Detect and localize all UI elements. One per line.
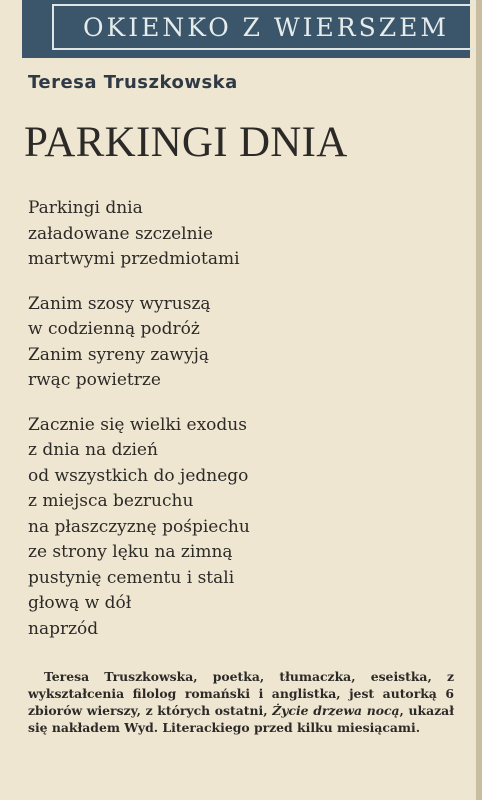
poem-line: Parkingi dnia [28,198,143,218]
stanza [28,292,448,394]
poem-line: na płaszczyznę pośpiechu [28,516,250,537]
poem-line: w codzienną podróż [28,319,200,339]
bio-text: Teresa Truszkowska, poetka, tłumaczka, eseistka, z wykształcenia filolog romański i anglistka, jest autorką 6 zbiorów wierszy, z których ostatni, [28,669,454,718]
poem-line: głową w dół [28,593,132,613]
poem-line: pustynię cementu i stali [28,567,235,588]
poem-line: z dnia na dzień [28,440,158,460]
book-title: Życie drzewa nocą [272,703,400,718]
stanza [28,196,448,273]
poem-body [28,196,448,661]
stanza [28,413,448,643]
poem-line: ze strony lęku na zimną [28,542,233,562]
poem-line: Zacznie się wielki exodus [28,414,247,435]
poem-line: Zanim syreny zawyją [28,344,209,365]
paper-edge [476,0,482,800]
author-name: Teresa Truszkowska [28,72,238,93]
column-header [22,0,470,58]
poem-line: z miejsca bezruchu [28,491,194,511]
poem-line: Zanim szosy wyruszą [28,293,211,314]
poem-line: rwąc powietrze [28,370,161,390]
bio-text-end: , ukazał się nakładem Wyd. Literackiego przed kilku miesiącami. [28,703,454,735]
poem-line: naprzód [28,618,99,639]
poem-line: od wszystkich do jednego [28,465,249,486]
author-bio [28,668,454,736]
column-header-frame [52,4,480,50]
poem-title: PARKINGI DNIA [24,119,348,166]
poem-line: załadowane szczelnie [28,223,214,244]
poem-line: martwymi przedmiotami [28,249,240,269]
column-title: OKIENKO Z WIERSZEM [83,12,449,42]
